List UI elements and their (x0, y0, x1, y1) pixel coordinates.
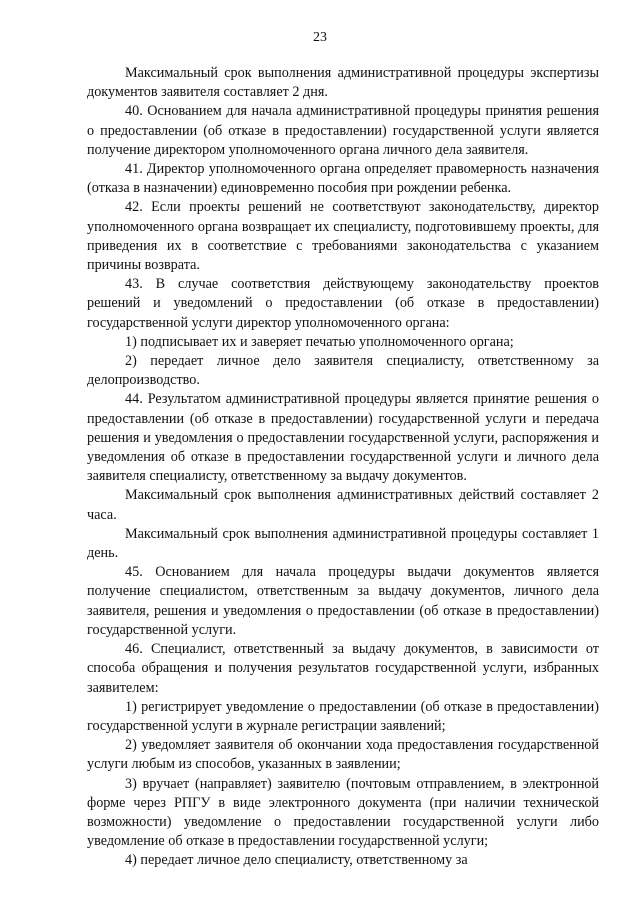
paragraph-max-term-procedure: Максимальный срок выполнения административной процедуры составляет 1 день. (87, 525, 599, 562)
paragraph-46-item-1: 1) регистрирует уведомление о предоставлении (об отказе в предоставлении) государственной услуги в журнале регистрации заявлений; (87, 698, 599, 734)
paragraph-max-term-actions: Максимальный срок выполнения административных действий составляет 2 часа. (87, 487, 599, 523)
paragraph-40: 40. Основанием для начала административной процедуры принятия решения о предоставлении (об отказе в предоставлении) государственной услуги является получение директором уполномоченного органа личного дела заявителя. (87, 103, 599, 158)
paragraph-43: 43. В случае соответствия действующему законодательству проектов решений и уведомлений о предоставлении (об отказе в предоставлении) государственной услуги директор уполномоченного органа: (87, 276, 599, 331)
paragraph-42: 42. Если проекты решений не соответствуют законодательству, директор уполномоченного органа возвращает их специалисту, подготовившему проекты, для приведения их в соответствие с требованиями законодательства с указанием причины возврата. (87, 199, 599, 274)
paragraph-43-item-1: 1) подписывает их и заверяет печатью уполномоченного органа; (125, 333, 514, 350)
paragraph-44: 44. Результатом административной процедуры является принятие решения о предоставлении (об отказе в предоставлении) государственной услуги и передача решения и уведомления о предоставлении государственной услуги, распоряжения и уведомления об отказе в предоставлении государственной услуги и личного дела заявителя специалисту, ответственному за выдачу документов. (87, 391, 599, 485)
document-body (87, 64, 599, 871)
paragraph-46-item-4: 4) передает личное дело специалисту, ответственному за (125, 852, 468, 869)
page-number: 23 (313, 30, 327, 45)
paragraph-43-item-2: 2) передает личное дело заявителя специалисту, ответственному за делопроизводство. (87, 353, 599, 389)
paragraph-max-term-expertise: Максимальный срок выполнения административной процедуры экспертизы документов заявителя составляет 2 дня. (87, 65, 599, 101)
paragraph-46-item-3: 3) вручает (направляет) заявителю (почтовым отправлением, в электронной форме через РПГУ в виде электронного документа (при наличии технической возможности) уведомление о предоставлении государственной услуги либо уведомление об отказе в предоставлении государственной услуги; (87, 775, 599, 850)
paragraph-45: 45. Основанием для начала процедуры выдачи документов является получение специалистом, ответственным за выдачу документов, личного дела заявителя, решения и уведомления о предоставлении (об отказе в предоставлении) государственной услуги. (87, 564, 599, 638)
paragraph-46-item-2: 2) уведомляет заявителя об окончании хода предоставления государственной услуги любым из способов, указанных в заявлении; (87, 737, 599, 773)
paragraph-41: 41. Директор уполномоченного органа определяет правомерность назначения (отказа в назначении) единовременно пособия при рождении ребенка. (87, 161, 599, 197)
paragraph-46: 46. Специалист, ответственный за выдачу документов, в зависимости от способа обращения и получения результатов государственной услуги, избранных заявителем: (87, 641, 599, 696)
